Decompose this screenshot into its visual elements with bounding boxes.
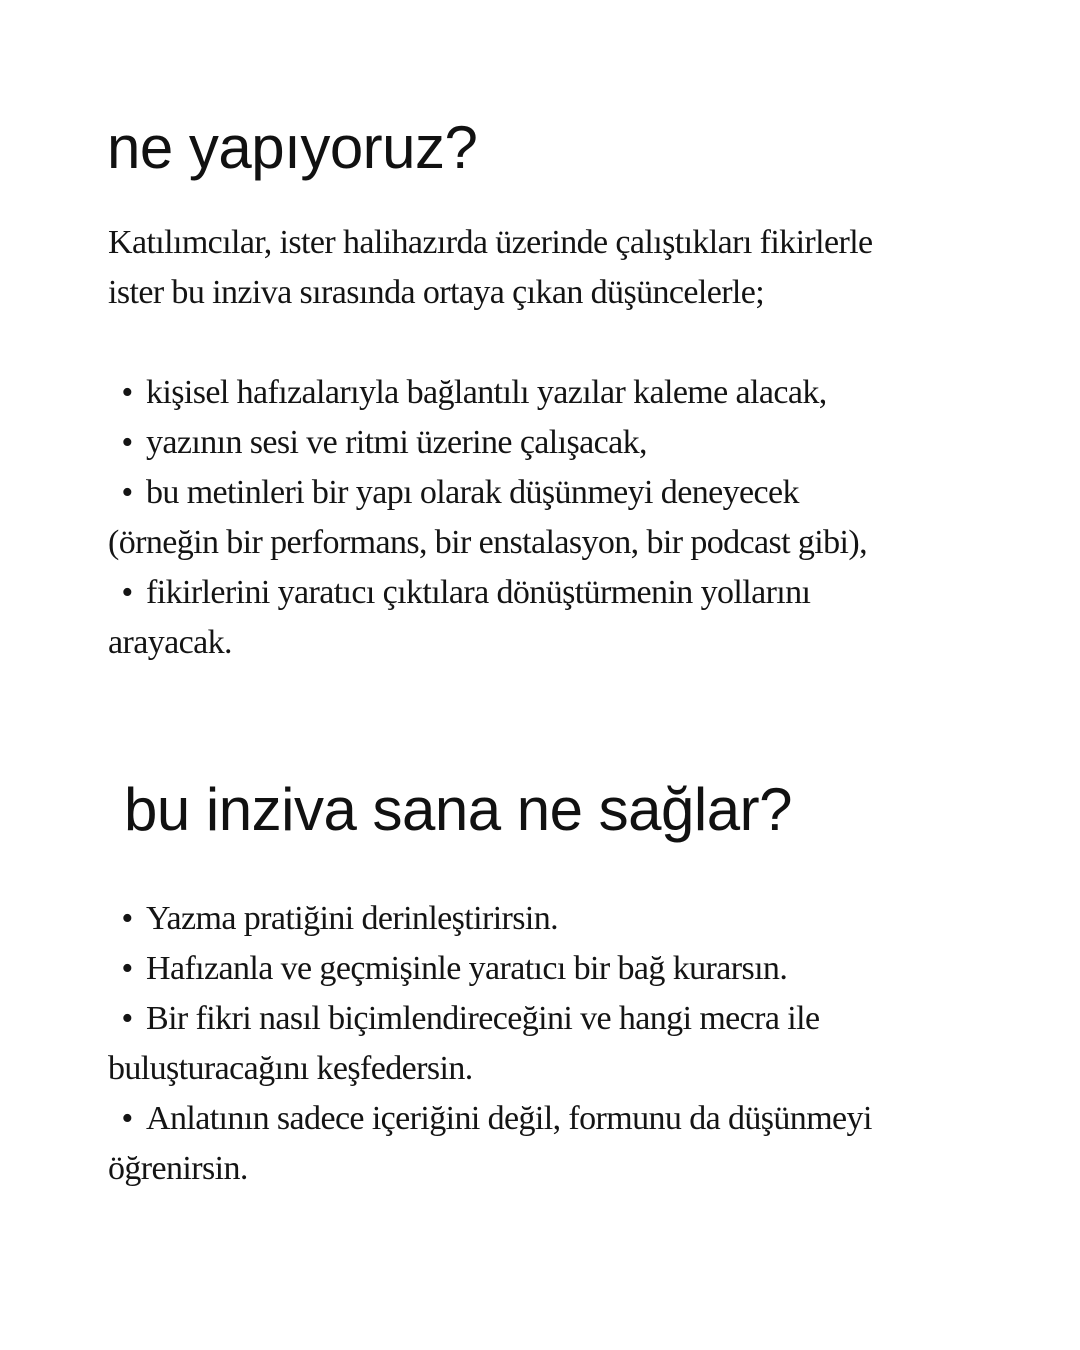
list-item: [108, 418, 1008, 468]
list-item: [108, 944, 1008, 994]
list-item-continuation: arayacak.: [108, 624, 232, 661]
list-item-text: Yazma pratiğini derinleştirirsin.: [146, 900, 559, 937]
list-item-continuation: buluşturacağını keşfedersin.: [108, 1050, 473, 1087]
bullet-icon: •: [121, 574, 133, 611]
bullet-icon: •: [121, 1000, 133, 1037]
list-item-text: Hafızanla ve geçmişinle yaratıcı bir bağ kurarsın.: [146, 950, 788, 987]
list-item-continuation: öğrenirsin.: [108, 1150, 248, 1187]
list-item: [108, 368, 1008, 418]
benefits-list: [108, 894, 1008, 1194]
list-item-text: kişisel hafızalarıyla bağlantılı yazılar kaleme alacak,: [146, 374, 827, 411]
intro-line: ister bu inziva sırasında ortaya çıkan düşüncelerle;: [108, 274, 765, 311]
intro-line: Katılımcılar, ister halihazırda üzerinde çalıştıkları fikirlerle: [108, 224, 873, 261]
activities-list: [108, 368, 1008, 668]
intro-paragraph: [108, 218, 1008, 318]
list-item-text: Anlatının sadece içeriğini değil, formunu da düşünmeyi: [146, 1100, 872, 1137]
list-item-text: bu metinleri bir yapı olarak düşünmeyi deneyecek: [146, 474, 799, 511]
list-item-continuation: (örneğin bir performans, bir enstalasyon, bir podcast gibi),: [108, 524, 868, 561]
bullet-icon: •: [121, 950, 133, 987]
list-item: [108, 894, 1008, 944]
list-item-text: fikirlerini yaratıcı çıktılara dönüştürmenin yollarını: [146, 574, 811, 611]
section-heading-benefits: bu inziva sana ne sağlar?: [124, 776, 792, 843]
list-item: [108, 994, 1008, 1044]
list-item: [108, 1094, 1008, 1144]
list-item: [108, 568, 1008, 618]
bullet-icon: •: [121, 474, 133, 511]
list-item-text: Bir fikri nasıl biçimlendireceğini ve hangi mecra ile: [146, 1000, 820, 1037]
bullet-icon: •: [121, 374, 133, 411]
list-item-text: yazının sesi ve ritmi üzerine çalışacak,: [146, 424, 647, 461]
section-heading-what-we-do: ne yapıyoruz?: [107, 114, 478, 181]
list-item: [108, 468, 1008, 518]
bullet-icon: •: [121, 424, 133, 461]
bullet-icon: •: [121, 1100, 133, 1137]
bullet-icon: •: [121, 900, 133, 937]
